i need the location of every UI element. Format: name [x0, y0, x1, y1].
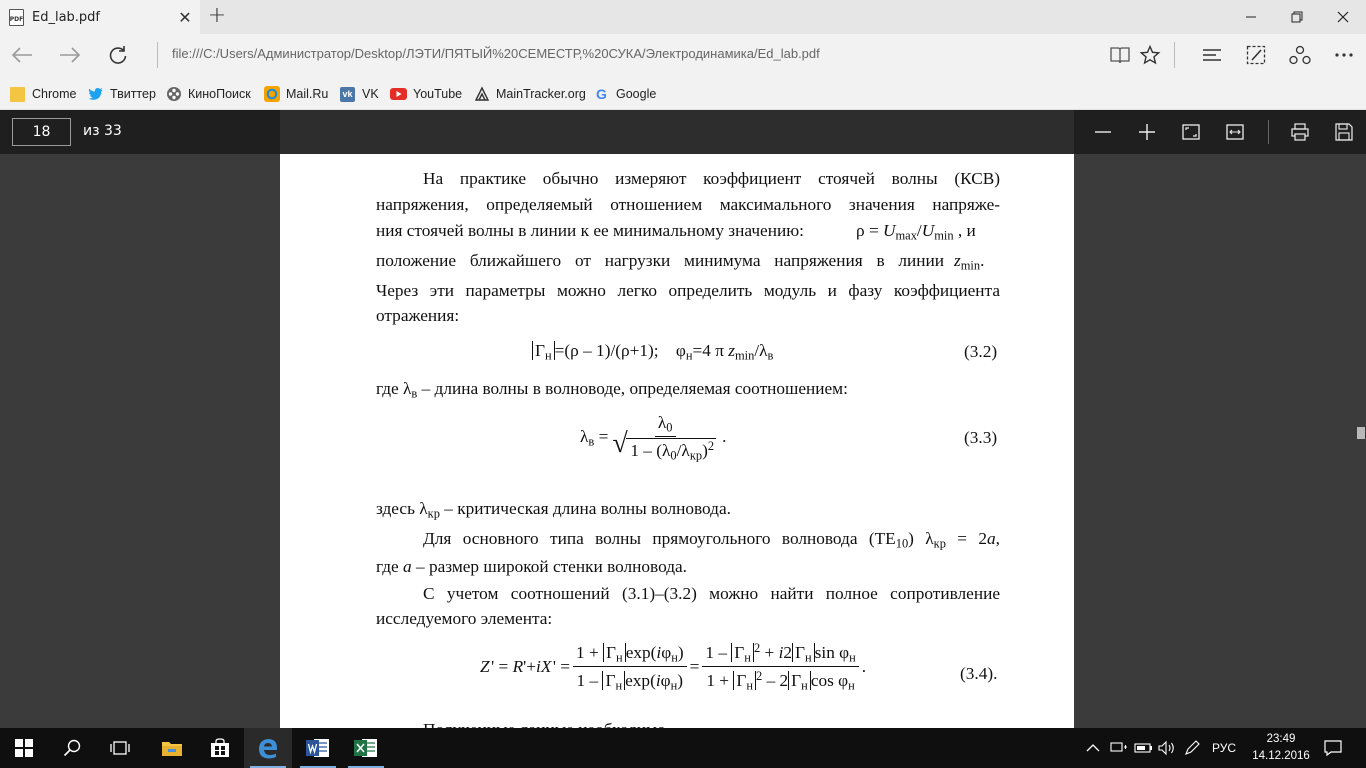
minimize-icon: [1245, 11, 1257, 23]
text-span: a: [403, 557, 412, 576]
clock-date: 14.12.2016: [1252, 750, 1310, 762]
minimize-button[interactable]: [1228, 0, 1274, 34]
zoom-in-button[interactable]: [1132, 118, 1162, 146]
more-icon: [1334, 52, 1354, 58]
text-span: Для основного типа волны прямоугольного волновода (TE: [423, 529, 896, 548]
restore-icon: [1291, 11, 1303, 23]
fit-width-button[interactable]: [1220, 118, 1250, 146]
word-taskbar-button[interactable]: [294, 728, 342, 768]
action-center-button[interactable]: [1324, 728, 1342, 768]
zoom-out-button[interactable]: [1088, 118, 1118, 146]
pen-workspace-button[interactable]: [1184, 728, 1200, 768]
save-disk-icon: [1335, 123, 1353, 141]
youtube-icon: [391, 87, 406, 102]
hub-button[interactable]: [1196, 40, 1228, 70]
battery-icon: [1134, 742, 1154, 754]
google-icon: G: [596, 86, 607, 102]
text-line: Через эти параметры можно легко определить модуль и фазу коэффициента: [376, 281, 1000, 300]
pdf-page: [280, 154, 1074, 728]
store-button[interactable]: [196, 728, 244, 768]
text-line: [376, 499, 1000, 519]
scrollbar-thumb[interactable]: [1357, 427, 1365, 439]
print-button[interactable]: [1285, 118, 1315, 146]
favorite-label: Твиттер: [110, 87, 156, 101]
equation-3-2: $\Gamma_н =(\rho - 1)/(\rho+1)$; $\varphi_н=4$ π $z_{min}/\lambda_в$: [532, 340, 773, 362]
ksw-formula: $\rho = U_{max}/U_{min}$ , и: [856, 221, 976, 243]
equation-number: (3.4).: [960, 664, 998, 683]
close-icon: [1337, 11, 1349, 23]
tab-close-button[interactable]: ✕: [178, 7, 192, 27]
save-button[interactable]: [1329, 118, 1359, 146]
text-line: [376, 529, 1000, 549]
star-icon: [1140, 45, 1160, 65]
file-explorer-button[interactable]: [148, 728, 196, 768]
text-span: ,: [995, 529, 1000, 548]
search-button[interactable]: [48, 728, 96, 768]
text-span: 10: [895, 536, 909, 551]
refresh-icon: [108, 45, 128, 65]
refresh-button[interactable]: [102, 40, 134, 70]
text-line: отражения:: [376, 306, 460, 325]
fit-page-icon: [1182, 124, 1200, 140]
back-arrow-icon: [11, 46, 33, 64]
favorite-google[interactable]: [594, 85, 656, 103]
folder-icon: [161, 739, 183, 757]
minus-icon: [1094, 123, 1112, 141]
excel-icon: [354, 737, 378, 759]
favorite-label: MainTracker.org: [496, 87, 586, 101]
text-line: [376, 379, 1000, 399]
navigation-bar: [0, 34, 1366, 76]
restore-button[interactable]: [1274, 0, 1320, 34]
favorite-mailru[interactable]: [264, 85, 328, 103]
text-line: [376, 251, 1000, 271]
printer-icon: [1291, 123, 1309, 141]
favorite-youtube[interactable]: [391, 85, 462, 103]
text-line: На практике обычно измеряют коэффициент стоячей волны (КСВ): [423, 169, 1000, 188]
search-icon: [63, 739, 81, 757]
start-button[interactable]: [0, 728, 48, 768]
text-line: исследуемого элемента:: [376, 609, 553, 628]
url-separator: [157, 42, 158, 68]
twitter-icon: [88, 87, 103, 102]
favorite-label: КиноПоиск: [188, 87, 251, 101]
plus-icon: [1138, 123, 1156, 141]
favorite-twitter[interactable]: [88, 85, 156, 103]
text-span: здесь λ: [376, 499, 428, 518]
excel-taskbar-button[interactable]: [342, 728, 390, 768]
pen-note-icon: [1246, 45, 1266, 65]
speaker-icon: [1158, 741, 1176, 755]
chevron-up-icon: [1086, 743, 1100, 753]
pdf-viewer[interactable]: [0, 154, 1366, 728]
tab-title: Ed_lab.pdf: [32, 9, 101, 25]
favorite-label: VK: [362, 87, 379, 101]
taskbar: [0, 728, 1366, 768]
network-button[interactable]: [1110, 728, 1128, 768]
browser-tab[interactable]: [0, 0, 200, 34]
favorite-vk[interactable]: [340, 85, 379, 103]
volume-button[interactable]: [1158, 728, 1176, 768]
forward-button[interactable]: [54, 40, 86, 70]
text-line: [376, 557, 1000, 577]
book-icon: [1110, 46, 1130, 64]
notification-icon: [1324, 740, 1342, 756]
text-span: ) λ: [908, 529, 934, 548]
text-span: ния стоячей волны в линии к ее минимальному значению:: [376, 221, 804, 240]
favorite-kinopoisk[interactable]: [166, 85, 251, 103]
equation-3-3: $\lambda_в$ = $\lambda_0$ √ $1 - (\lambda_0/\lambda_{кр})^2$ .: [580, 412, 726, 462]
text-line: С учетом соотношений (3.1)–(3.2) можно найти полное сопротивление: [423, 584, 1000, 603]
favorite-chrome[interactable]: [10, 85, 76, 103]
page-count: из 33: [83, 123, 122, 139]
reading-view-button[interactable]: [1104, 40, 1136, 70]
hub-icon: [1202, 47, 1222, 63]
equation-3-4: Z ' = R '+ iX ' = $\frac{1 + \Gamma_н \exp(i\varphi_н)}{1 - \Gamma_н \exp(i\varphi_н)}$ = $\frac{1 - \Gamma_н^2 + i2 \Gamma_н \sin \varphi_н}{1 + \Gamma_н^2 - 2 \Gamma_н \cos \varphi_н}$ .: [480, 640, 867, 693]
forward-arrow-icon: [59, 46, 81, 64]
folder-icon: [10, 87, 25, 102]
share-button[interactable]: [1284, 40, 1316, 70]
favorite-maintracker[interactable]: [474, 85, 586, 103]
page-number-input[interactable]: 18: [12, 118, 71, 146]
favorite-label: Chrome: [32, 87, 77, 101]
mailru-icon: [264, 87, 279, 102]
text-span: – критическая длина волны волновода.: [439, 499, 731, 518]
word-icon: [306, 737, 330, 759]
equation-number: (3.3): [964, 428, 998, 447]
text-span: кр: [933, 536, 946, 551]
web-note-button[interactable]: [1240, 40, 1272, 70]
windows-logo-icon: [15, 739, 33, 757]
show-hidden-icons-button[interactable]: [1086, 728, 1100, 768]
edge-taskbar-button[interactable]: [244, 728, 292, 768]
close-window-button[interactable]: [1320, 0, 1366, 34]
favorites-bar: [0, 76, 1366, 110]
edge-icon: [257, 737, 279, 759]
fit-width-icon: [1226, 124, 1244, 140]
title-bar: [0, 0, 1366, 34]
pdf-icon: PDF: [9, 9, 24, 26]
text-line: напряжения, определяемый отношением максимального значения напряже-: [376, 195, 1000, 214]
text-span: – длина волны в волноводе, определяемая соотношением:: [417, 379, 848, 398]
more-button[interactable]: [1328, 40, 1360, 70]
favorite-label: YouTube: [413, 87, 463, 101]
pdf-toolbar: [0, 110, 1366, 154]
share-icon: [1289, 45, 1311, 65]
new-tab-button[interactable]: +: [207, 3, 227, 28]
equation-number: (3.2): [964, 342, 998, 361]
task-view-icon: [109, 740, 131, 756]
text-span: положение ближайшего от нагрузки минимума напряжения в линии: [376, 251, 944, 270]
favorite-label: Mail.Ru: [286, 87, 329, 101]
text-span: – размер широкой стенки волновода.: [411, 557, 687, 576]
text-span: = 2: [945, 529, 988, 548]
toolbar-separator: [1174, 42, 1175, 68]
text-line: [376, 221, 1000, 241]
text-span: a: [987, 529, 996, 548]
pdf-toolbar-center: [280, 110, 1074, 154]
text-span: где λ: [376, 379, 412, 398]
pdf-toolbar-separator: [1268, 120, 1269, 144]
text-span: кр: [427, 506, 440, 521]
clock-time: 23:49: [1266, 733, 1296, 745]
text-span: в: [411, 386, 418, 401]
address-field[interactable]: file:///C:/Users/Администратор/Desktop/ЛЭТИ/ПЯТЫЙ%20СЕМЕСТР,%20СУКА/Электродинамика/Ed_lab.pdf: [172, 46, 820, 61]
language-indicator[interactable]: РУС: [1212, 741, 1237, 755]
kinopoisk-icon: [166, 87, 181, 102]
fit-page-button[interactable]: [1176, 118, 1206, 146]
favorite-label: Google: [616, 87, 657, 101]
task-view-button[interactable]: [96, 728, 144, 768]
clock[interactable]: [1250, 731, 1312, 765]
battery-button[interactable]: [1134, 728, 1154, 768]
text-span: где: [376, 557, 404, 576]
back-button[interactable]: [6, 40, 38, 70]
maintracker-icon: [474, 87, 489, 102]
vertical-scrollbar[interactable]: [1356, 154, 1366, 728]
network-icon: [1110, 741, 1128, 755]
zmin-formula: $z_{min}$.: [954, 251, 985, 273]
vk-icon: vk: [340, 87, 355, 102]
favorite-button[interactable]: [1134, 40, 1166, 70]
pen-icon: [1184, 740, 1200, 756]
store-bag-icon: [209, 738, 231, 758]
